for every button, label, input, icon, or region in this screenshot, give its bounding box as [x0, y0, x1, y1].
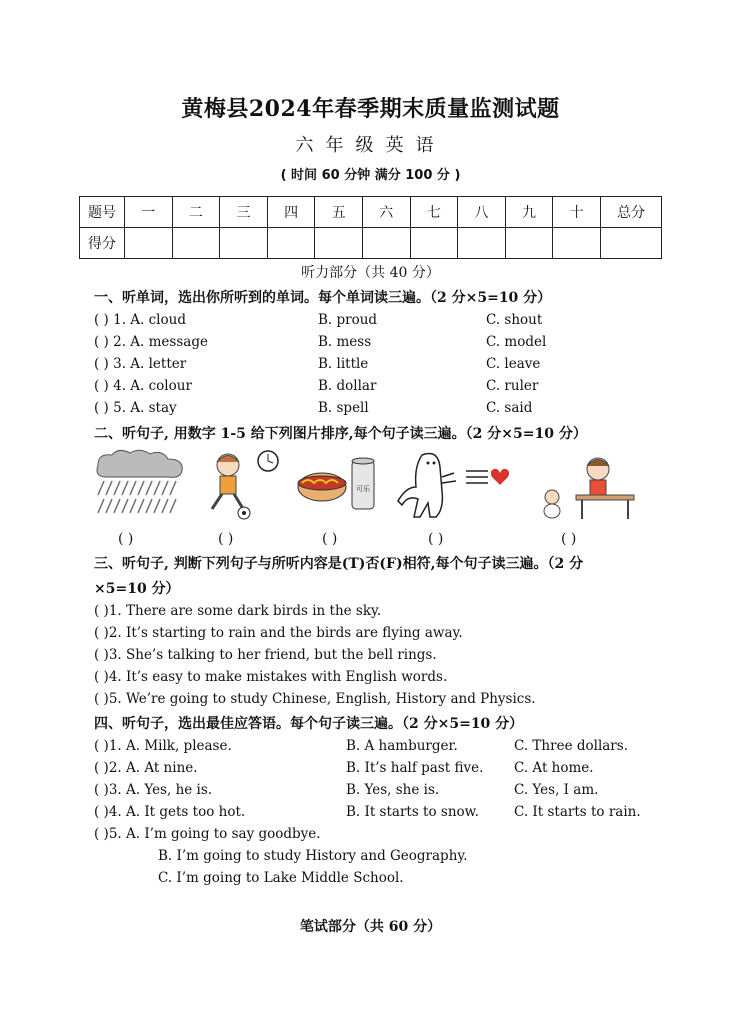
score-cell[interactable] [458, 228, 506, 259]
order-blank[interactable]: ( ) [218, 531, 234, 547]
table-cell: 总分 [601, 197, 662, 228]
option-b: B. little [318, 356, 369, 372]
list-item: ( )5. A. I’m going to say goodbye. [94, 826, 321, 842]
option-c: C. Yes, I am. [514, 782, 599, 798]
option-a: ( ) 2. A. message [94, 334, 208, 350]
rain-cloud-icon [94, 447, 188, 523]
exam-title: 黄梅县2024年春季期末质量监测试题 [181, 96, 560, 122]
score-table [79, 196, 662, 259]
option-c: C. At home. [514, 760, 594, 776]
option-c: C. shout [486, 312, 543, 328]
listening-section-title: 听力部分（共 40 分） [301, 265, 440, 281]
boy-football-clock-icon [200, 447, 280, 523]
option-b: B. It’s half past five. [346, 760, 484, 776]
part4-heading: 四、听句子，选出最佳应答语。每个句子读三遍。（2 分×5=10 分） [94, 716, 524, 732]
option-c: C. Three dollars. [514, 738, 628, 754]
part3-heading-line2: ×5=10 分） [94, 581, 180, 597]
boy-desk-baby-icon [536, 447, 636, 523]
score-cell[interactable] [553, 228, 601, 259]
score-table-score-row [80, 228, 662, 259]
list-item: ( )1. There are some dark birds in the sky. [94, 603, 382, 619]
table-cell: 题号 [80, 197, 125, 228]
option-c: C. said [486, 400, 533, 416]
table-cell: 九 [505, 197, 553, 228]
option-c: C. model [486, 334, 547, 350]
table-cell: 三 [220, 197, 268, 228]
option-c: C. ruler [486, 378, 539, 394]
part2-heading: 二、听句子, 用数字 1-5 给下列图片排序,每个句子读三遍。（2 分×5=10 分） [94, 426, 587, 442]
option-a: ( )3. A. Yes, he is. [94, 782, 213, 798]
table-cell: 八 [458, 197, 506, 228]
hotdog-cola-icon [296, 447, 378, 523]
time-info: ( 时间 60 分钟 满分 100 分 ) [280, 168, 461, 183]
option-b: B. proud [318, 312, 378, 328]
score-cell[interactable] [172, 228, 220, 259]
part1-heading: 一、听单词，选出你所听到的单词。每个单词读三遍。（2 分×5=10 分） [94, 290, 552, 306]
table-cell: 一 [125, 197, 173, 228]
table-cell: 五 [315, 197, 363, 228]
score-cell[interactable] [505, 228, 553, 259]
option-a: ( )1. A. Milk, please. [94, 738, 232, 754]
option-a: ( ) 3. A. letter [94, 356, 187, 372]
can-label: 可乐 [356, 485, 370, 493]
option-b: B. A hamburger. [346, 738, 458, 754]
writing-section-title: 笔试部分（共 60 分） [299, 919, 442, 935]
score-cell[interactable] [362, 228, 410, 259]
option-b: B. Yes, she is. [346, 782, 440, 798]
list-item: B. I’m going to study History and Geography. [158, 848, 468, 864]
list-item: C. I’m going to Lake Middle School. [158, 870, 404, 886]
option-a: ( )4. A. It gets too hot. [94, 804, 246, 820]
score-cell[interactable] [601, 228, 662, 259]
score-cell[interactable] [267, 228, 315, 259]
score-cell[interactable] [220, 228, 268, 259]
option-a: ( ) 5. A. stay [94, 400, 177, 416]
table-cell: 六 [362, 197, 410, 228]
order-blank[interactable]: ( ) [118, 531, 134, 547]
table-cell: 得分 [80, 228, 125, 259]
order-blank[interactable]: ( ) [428, 531, 444, 547]
table-cell: 四 [267, 197, 315, 228]
option-a: ( ) 1. A. cloud [94, 312, 186, 328]
order-blank[interactable]: ( ) [322, 531, 338, 547]
list-item: ( )5. We’re going to study Chinese, English, History and Physics. [94, 691, 536, 707]
exam-subtitle: 六年级英语 [295, 135, 446, 156]
option-b: B. spell [318, 400, 369, 416]
list-item: ( )4. It’s easy to make mistakes with English words. [94, 669, 448, 685]
table-cell: 七 [410, 197, 458, 228]
part3-heading-line1: 三、听句子, 判断下列句子与所听内容是(T)否(F)相符,每个句子读三遍。（2 分 [94, 556, 584, 572]
score-cell[interactable] [315, 228, 363, 259]
score-table-header-row [80, 197, 662, 228]
option-b: B. mess [318, 334, 372, 350]
score-cell[interactable] [410, 228, 458, 259]
option-c: C. It starts to rain. [514, 804, 641, 820]
cartoon-love-icon [396, 447, 516, 523]
order-blank[interactable]: ( ) [561, 531, 577, 547]
option-a: ( ) 4. A. colour [94, 378, 192, 394]
table-cell: 十 [553, 197, 601, 228]
option-c: C. leave [486, 356, 541, 372]
table-cell: 二 [172, 197, 220, 228]
list-item: ( )2. It’s starting to rain and the birds are flying away. [94, 625, 463, 641]
score-cell[interactable] [125, 228, 173, 259]
option-b: B. It starts to snow. [346, 804, 479, 820]
option-b: B. dollar [318, 378, 377, 394]
option-a: ( )2. A. At nine. [94, 760, 198, 776]
list-item: ( )3. She’s talking to her friend, but the bell rings. [94, 647, 437, 663]
